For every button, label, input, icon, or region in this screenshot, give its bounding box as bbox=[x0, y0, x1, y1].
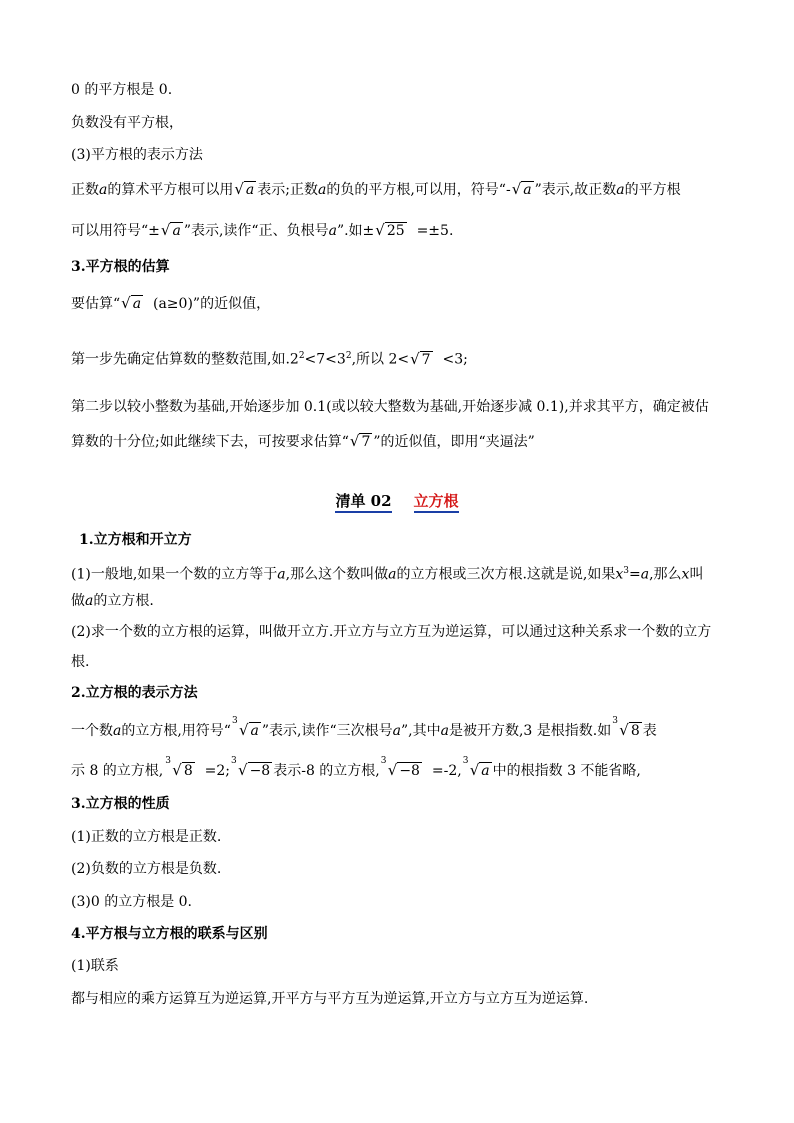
text: (a≥0)”的近似值， bbox=[153, 296, 271, 312]
text: 表示-8 的立方根, bbox=[273, 763, 380, 779]
variable: a bbox=[440, 723, 449, 739]
text: (1)正数的立方根是正数. bbox=[71, 829, 222, 845]
radicand: 7 bbox=[361, 434, 371, 450]
text: ”表示,读作“正、负根号 bbox=[183, 223, 329, 239]
sqrt-symbol: √ a bbox=[121, 294, 142, 312]
text: 2.立方根的表示方法 bbox=[71, 685, 198, 701]
root-index: 3 bbox=[462, 756, 469, 766]
subheading bbox=[79, 531, 192, 549]
sqrt-symbol: √ a bbox=[511, 180, 532, 198]
text: 叫 bbox=[689, 566, 704, 583]
sqrt-symbol: √ a bbox=[234, 180, 255, 198]
text: 示 8 的立方根, bbox=[71, 763, 164, 779]
text: ”表示,故正数 bbox=[534, 182, 617, 198]
text: 的立方根或三次方根.这就是说,如果 bbox=[396, 566, 616, 583]
sqrt-symbol: √ a bbox=[160, 221, 181, 239]
text: = bbox=[629, 566, 641, 583]
radicand: 8 bbox=[183, 763, 193, 779]
text-line bbox=[71, 114, 183, 132]
text: <7<3 bbox=[304, 351, 346, 368]
superscript: 3 bbox=[623, 566, 629, 576]
radicand: 8 bbox=[630, 723, 640, 739]
text: (3)0 的立方根是 0. bbox=[71, 894, 192, 910]
text: 表示;正数 bbox=[257, 182, 318, 198]
text: ,那么 bbox=[649, 566, 682, 583]
text-line bbox=[71, 623, 711, 641]
text: ”.如± bbox=[336, 223, 375, 239]
text-line bbox=[71, 81, 172, 99]
text: =±5. bbox=[416, 223, 454, 239]
variable: a bbox=[85, 593, 94, 609]
radicand: a bbox=[172, 223, 181, 239]
text: =-2, bbox=[431, 763, 462, 779]
text: ,那么这个数叫做 bbox=[285, 566, 389, 583]
text: 的负的平方根,可以用，符号“- bbox=[326, 182, 511, 198]
text: 的立方根,用符号“ bbox=[121, 723, 231, 739]
superscript: 2 bbox=[298, 351, 305, 361]
text-line bbox=[71, 893, 192, 911]
text: 根. bbox=[71, 654, 90, 670]
root-index: 3 bbox=[231, 716, 238, 726]
variable: a bbox=[392, 723, 402, 739]
root-index: 3 bbox=[380, 756, 387, 766]
variable: a bbox=[113, 723, 122, 739]
radicand: a bbox=[245, 182, 255, 198]
text: 表 bbox=[642, 723, 657, 739]
text: 3.立方根的性质 bbox=[71, 796, 170, 812]
subheading bbox=[71, 258, 170, 276]
text: ”的近似值，即用“夹逼法” bbox=[373, 434, 535, 450]
variable: a bbox=[328, 223, 337, 239]
variable: a bbox=[99, 182, 108, 198]
sqrt-symbol: √ 7 bbox=[410, 349, 431, 368]
text: ”表示,读作“三次根号 bbox=[261, 723, 393, 739]
text: 1.立方根和开立方 bbox=[79, 532, 192, 548]
text: 中的根指数 3 不能省略, bbox=[492, 763, 641, 779]
text-line bbox=[71, 653, 89, 671]
variable: x bbox=[681, 566, 690, 583]
text-line bbox=[71, 432, 535, 451]
variable: a bbox=[277, 566, 286, 583]
text: =2; bbox=[204, 763, 231, 779]
text: (1)联系 bbox=[71, 958, 119, 974]
text-line bbox=[71, 398, 709, 416]
radicand: −8 bbox=[399, 763, 420, 779]
text: 要估算“ bbox=[71, 296, 121, 312]
text-line bbox=[71, 347, 468, 369]
radicand: a bbox=[132, 296, 142, 312]
variable: a bbox=[640, 566, 650, 583]
text: (2)求一个数的立方根的运算，叫做开立方.开立方与立方互为逆运算，可以通过这种关系求一个数的立方 bbox=[71, 624, 712, 640]
text: 是被开方数,3 是根指数.如 bbox=[448, 723, 612, 739]
cube-root-symbol: 3 √ 8 bbox=[172, 761, 194, 780]
text-line bbox=[71, 716, 657, 740]
cube-root-symbol: 3 √ −8 bbox=[238, 761, 272, 780]
section-topic: 立方根 bbox=[414, 492, 459, 513]
text: ”,其中 bbox=[401, 723, 441, 739]
root-index: 3 bbox=[612, 716, 618, 726]
text: 的平方根 bbox=[624, 182, 681, 198]
text: ,所以 2< bbox=[351, 351, 410, 368]
text: (1)一般地,如果一个数的立方等于 bbox=[71, 566, 278, 583]
text: (2)负数的立方根是负数. bbox=[71, 861, 222, 877]
text: 都与相应的乘方运算互为逆运算,开平方与平方互为逆运算,开立方与立方互为逆运算. bbox=[71, 991, 589, 1007]
subheading bbox=[71, 684, 198, 702]
text: 0 的平方根是 0. bbox=[71, 82, 173, 98]
variable: a bbox=[318, 182, 327, 198]
section-heading bbox=[0, 491, 794, 511]
superscript: 2 bbox=[345, 351, 352, 361]
radicand: a bbox=[523, 182, 532, 198]
text-line bbox=[71, 592, 154, 610]
section-tag: 清单 02 bbox=[335, 492, 391, 513]
text: 一个数 bbox=[71, 723, 113, 739]
text-line bbox=[71, 294, 270, 313]
sqrt-symbol: √ 7 bbox=[349, 432, 371, 450]
text: 3.平方根的估算 bbox=[71, 259, 170, 275]
text-line bbox=[71, 180, 681, 199]
text: 的算术平方根可以用 bbox=[107, 182, 234, 198]
subheading bbox=[71, 795, 170, 813]
text: 的立方根. bbox=[93, 593, 154, 609]
subheading bbox=[71, 146, 203, 164]
variable: a bbox=[616, 182, 625, 198]
root-index: 3 bbox=[165, 756, 171, 766]
text: <3; bbox=[442, 351, 468, 368]
text: 算数的十分位;如此继续下去，可按要求估算“ bbox=[71, 434, 349, 450]
radicand: a bbox=[250, 723, 259, 739]
text: 可以用符号“± bbox=[71, 223, 160, 239]
text-line bbox=[71, 221, 453, 240]
text: 负数没有平方根， bbox=[71, 115, 183, 131]
cube-root-symbol: 3 √ 8 bbox=[619, 721, 641, 740]
text-line bbox=[71, 990, 588, 1008]
text-line bbox=[71, 828, 221, 846]
text-line bbox=[71, 756, 641, 780]
text: 第二步以较小整数为基础,开始逐步加 0.1(或以较大整数为基础,开始逐步减 0.1),并求其平方，确定被估 bbox=[71, 399, 709, 415]
subheading bbox=[71, 925, 268, 943]
root-index: 3 bbox=[231, 756, 237, 766]
cube-root-symbol: 3 √ a bbox=[239, 721, 261, 740]
radicand: −8 bbox=[249, 763, 271, 779]
text-line bbox=[71, 860, 221, 878]
cube-root-symbol: 3 √ a bbox=[470, 761, 492, 780]
radicand: a bbox=[481, 763, 490, 779]
variable: x bbox=[615, 566, 624, 583]
text: 第一步先确定估算数的整数范围,如.2 bbox=[71, 351, 299, 368]
text-line bbox=[71, 562, 703, 584]
text-line bbox=[71, 957, 119, 975]
text: 做 bbox=[71, 593, 85, 609]
text: 4.平方根与立方根的联系与区别 bbox=[71, 926, 268, 942]
variable: a bbox=[388, 566, 397, 583]
text: (3)平方根的表示方法 bbox=[71, 147, 203, 163]
cube-root-symbol: 3 √ −8 bbox=[388, 761, 422, 780]
radicand: 25 bbox=[386, 223, 405, 239]
text: 正数 bbox=[71, 182, 99, 198]
sqrt-symbol: √ 25 bbox=[375, 221, 405, 239]
radicand: 7 bbox=[421, 351, 431, 368]
